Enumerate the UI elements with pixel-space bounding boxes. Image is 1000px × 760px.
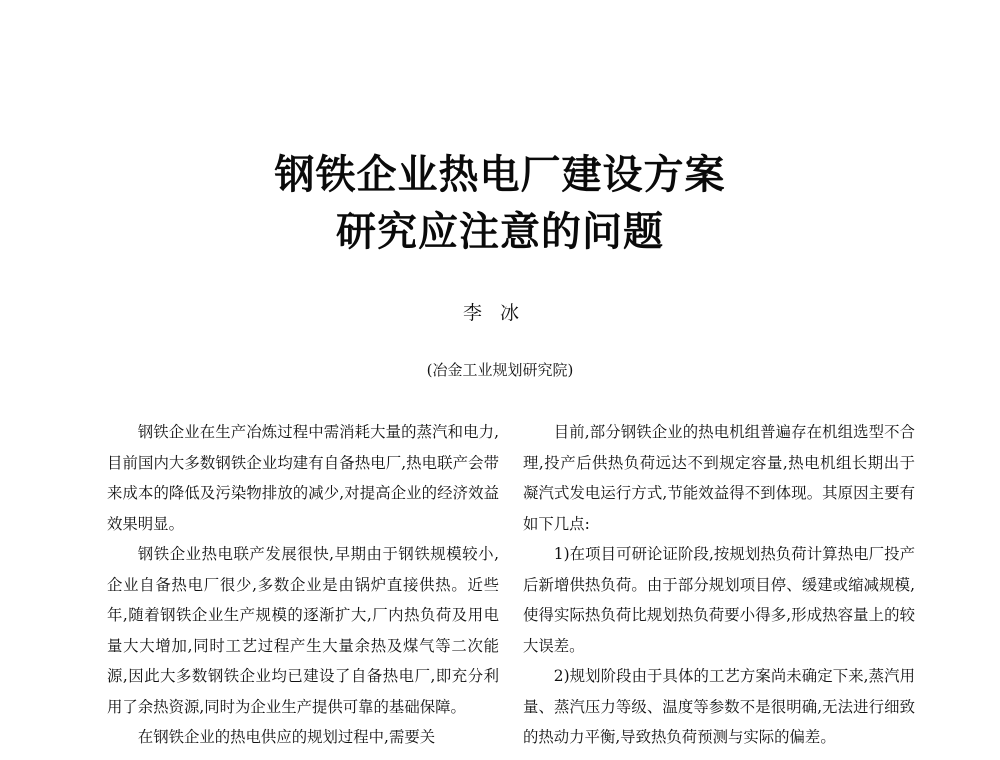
right-paragraph-1: 目前,部分钢铁企业的热电机组普遍存在机组选型不合理,投产后供热负荷远达不到规定容量,热电机组长期出于凝汽式发电运行方式,节能效益得不到体现。其原因主要有如下几点:: [523, 423, 915, 533]
right-paragraph-3: 2)规划阶段由于具体的工艺方案尚未确定下来,蒸汽用量、蒸汽压力等级、温度等参数不是很明确,无法进行细致的热动力平衡,导致热负荷预测与实际的偏差。: [523, 667, 915, 746]
author-name: 李冰: [462, 302, 537, 324]
title-line-1: 钢铁企业热电厂建设方案: [274, 151, 726, 198]
left-paragraph-3: 在钢铁企业的热电供应的规划过程中,需要关: [137, 728, 436, 746]
left-paragraph-1: 钢铁企业在生产冶炼过程中需消耗大量的蒸汽和电力,目前国内大多数钢铁企业均建有自备热电厂,热电联产会带来成本的降低及污染物排放的减少,对提高企业的经济效益效果明显。: [107, 423, 499, 533]
title-line-2: 研究应注意的问题: [336, 208, 664, 255]
author-affiliation: (冶金工业规划研究院): [426, 361, 574, 379]
left-paragraph-2: 钢铁企业热电联产发展很快,早期由于钢铁规模较小,企业自备热电厂很少,多数企业是由锅炉直接供热。近些年,随着钢铁企业生产规模的逐渐扩大,厂内热负荷及用电量大大增加,同时工艺过程产生大量余热及煤气等二次能源,因此大多数钢铁企业均已建设了自备热电厂,即充分利用了余热资源,同时为企业生产提供可靠的基础保障。: [107, 545, 499, 716]
left-column: [107, 417, 499, 753]
right-column: [523, 417, 915, 753]
right-paragraph-2: 1)在项目可研论证阶段,按规划热负荷计算热电厂投产后新增供热负荷。由于部分规划项目停、缓建或缩减规模,使得实际热负荷比规划热负荷要小得多,形成热容量上的较大误差。: [523, 545, 915, 655]
